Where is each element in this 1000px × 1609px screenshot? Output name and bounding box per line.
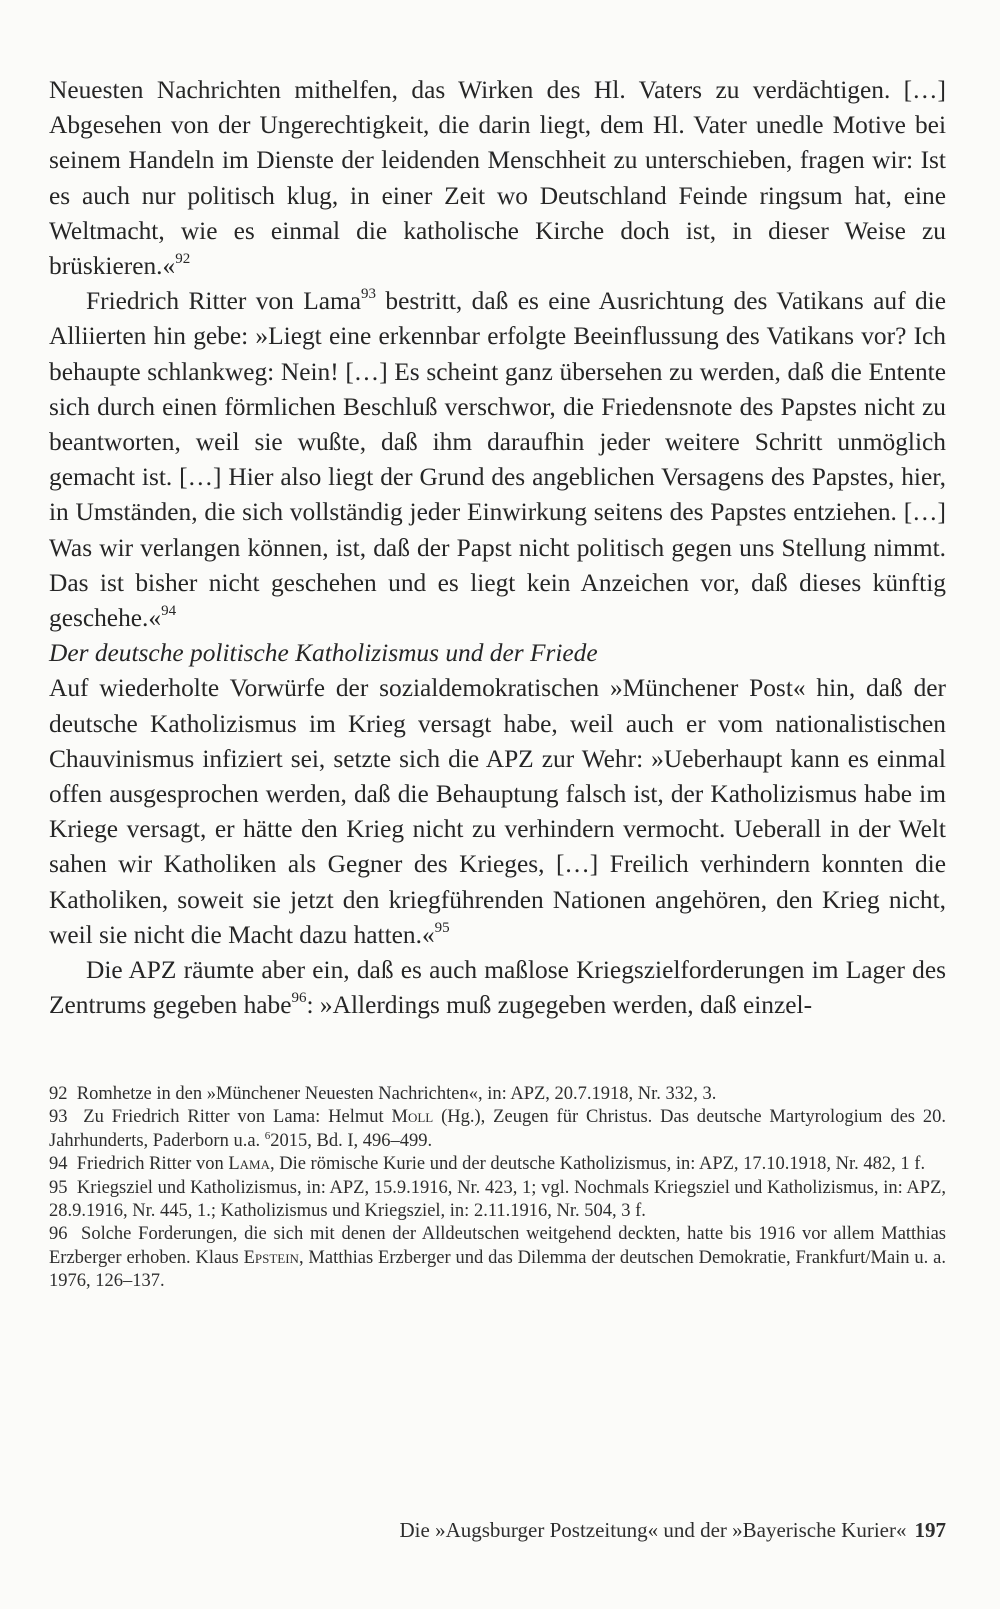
footnote-ref-92[interactable]: 92 [175, 251, 191, 268]
footnote-93: 93 Zu Friedrich Ritter von Lama: Helmut Moll (Hg.), Zeugen für Christus. Das deutsche Martyrologium des 20. Jahrhunderts, Paderborn u.a. $^6$2015, Bd. I, 496–499. [49, 1107, 946, 1151]
footnote-95: 95 Kriegsziel und Katholizismus, in: APZ, 15.9.1916, Nr. 423, 1; vgl. Nochmals Kriegsziel und Katholizismus, in: APZ, 28.9.1916, Nr. 445, 1.; Katholizismus und Kriegsziel, in: 2.11.1916, Nr. 504, 3 f. [49, 1177, 946, 1222]
footnote-ref-94[interactable]: 94 [161, 603, 177, 620]
paragraph-3: Auf wiederholte Vorwürfe der sozialdemokratischen »Münchener Post« hin, daß der deutsche Katholizismus im Krieg versagt habe, weil auch er vom nationalistischen Chauvinismus infiziert sei, setzte sich die APZ zur Wehr: »Ueberhaupt kann es einmal offen ausgesprochen werden, daß die Behauptung falsch ist, der Katholizismus habe im Kriege versagt, er hätte den Krieg nicht zu verhindern vermocht. Ueberall in der Welt sahen wir Katholiken als Gegner des Krieges, […] Freilich verhindern konnten die Katholiken, soweit sie jetzt den kriegführenden Nationen angehören, den Krieg nicht, weil sie nicht die Macht dazu hatten.«$^{95}$ [49, 674, 946, 949]
running-title: Die »Augsburger Postzeitung« und der »Bayerische Kurier« [399, 1518, 907, 1542]
footnote-94: 94 Friedrich Ritter von Lama, Die römische Kurie und der deutsche Katholizismus, in: APZ, 17.10.1918, Nr. 482, 1 f. [49, 1154, 926, 1175]
paragraph-1: Neuesten Nachrichten mithelfen, das Wirken des Hl. Vaters zu verdächtigen. […] Abgesehen von der Ungerechtigkeit, die darin liegt, dem Hl. Vater unedle Motive bei seinem Handeln im Dienste der leidenden Menschheit zu unterschieben, fragen wir: Ist es auch nur politisch klug, in einer Zeit wo Deutschland Feinde ringsum hat, eine Weltmacht, wie es einmal die katholische Kirche doch ist, in dieser Weise zu brüskieren.«$^{92}$ [49, 76, 946, 281]
footnote-ref-96[interactable]: 96 [291, 990, 307, 1007]
page-number: 197 [914, 1518, 946, 1542]
footnote-92: 92 Romhetze in den »Münchener Neuesten Nachrichten«, in: APZ, 20.7.1918, Nr. 332, 3. [49, 1084, 717, 1104]
footnote-96: 96 Solche Forderungen, die sich mit denen der Alldeutschen weitgehend deckten, hatte bis 1916 vor allem Matthias Erzberger erhoben. Klaus Epstein, Matthias Erzberger und das Dilemma der deutschen Demokratie, Frankfurt/Main u. a. 1976, 126–137. [49, 1224, 946, 1292]
main-text [49, 73, 946, 1023]
footnotes [49, 1083, 946, 1294]
paragraph-4: Die APZ räumte aber ein, daß es auch maßlose Kriegszielforderungen im Lager des Zentrums gegeben habe$^{96}$: »Allerdings muß zugegeben werden, daß einzel- [49, 956, 946, 1020]
paragraph-2: Friedrich Ritter von Lama$^{93}$ bestritt, daß es eine Ausrichtung des Vatikans auf die Alliierten hin gebe: »Liegt eine erkennbar erfolgte Beeinflussung des Vatikans vor? Ich behaupte schlankweg: Nein! […] Es scheint ganz übersehen zu werden, daß die Entente sich durch einen förmlichen Beschluß verschwor, die Friedensnote des Papstes nicht zu beantworten, weil sie wußte, daß ihm daraufhin jeder weitere Schritt unmöglich gemacht ist. […] Hier also liegt der Grund des angeblichen Versagens des Papstes, hier, in Umständen, die sich vollständig jeder Einwirkung seitens des Papstes entziehen. […] Was wir verlangen können, ist, daß der Papst nicht politisch gegen uns Stellung nimmt. Das ist bisher nicht geschehen und es liegt kein Anzeichen vor, daß dieses künftig geschehe.«$^{94}$ [49, 286, 946, 633]
footnote-ref-93[interactable]: 93 [361, 286, 376, 303]
running-footer [49, 1518, 946, 1543]
section-heading: Der deutsche politische Katholizismus und der Friede [49, 639, 598, 668]
footnote-ref-95[interactable]: 95 [434, 919, 450, 936]
